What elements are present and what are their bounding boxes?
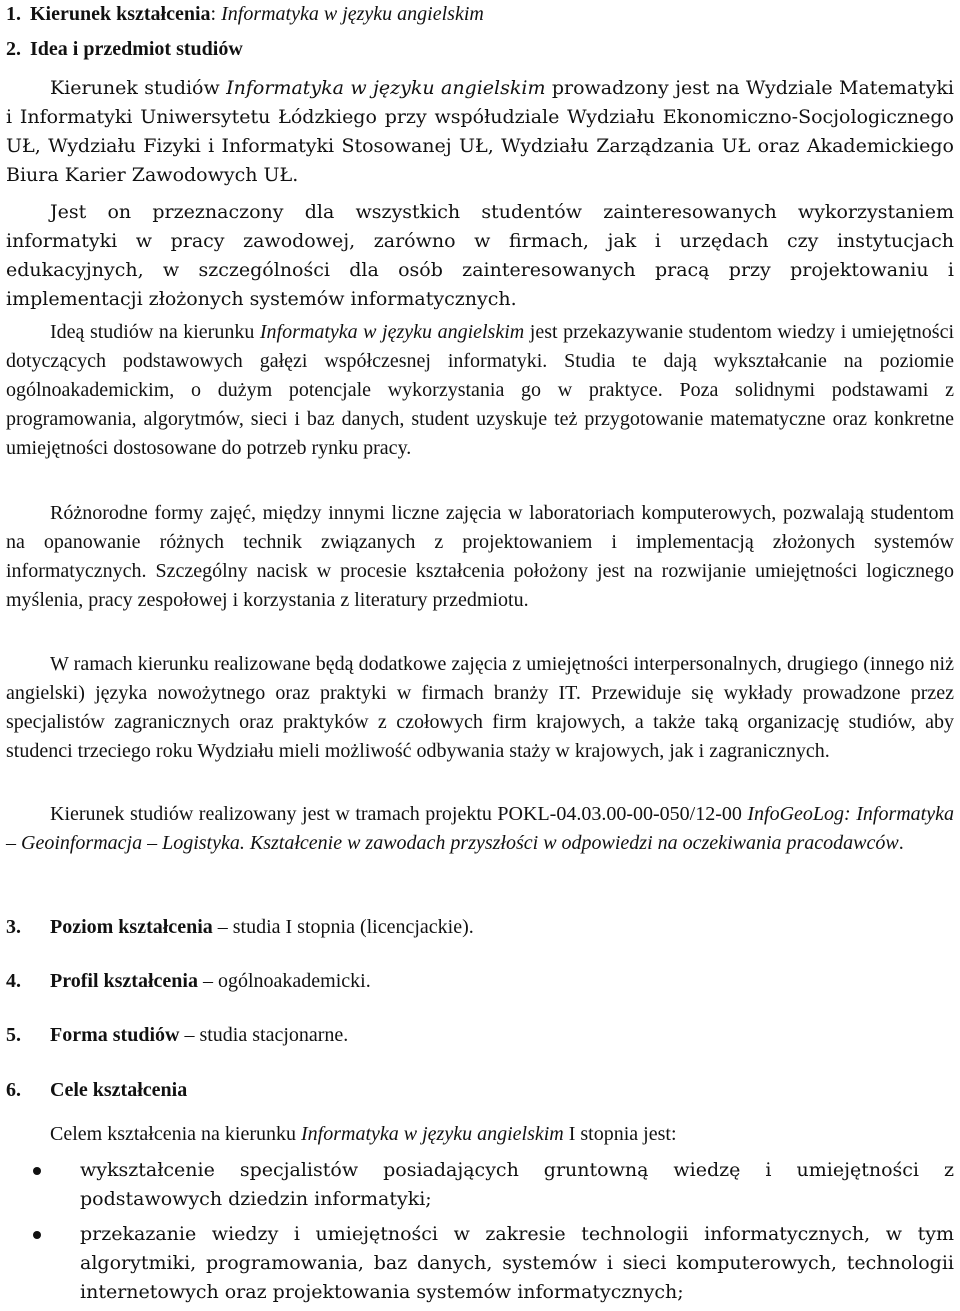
section-6-intro: Celem kształcenia na kierunku Informatyka w języku angielskim I stopnia jest: (50, 1123, 677, 1145)
section-colon: : (210, 3, 222, 25)
section-number: 4. (6, 970, 21, 992)
section-label: Idea i przedmiot studiów (30, 38, 243, 60)
section-value: – ogólnoakademicki. (197, 970, 371, 992)
paragraph-additional-classes: W ramach kierunku realizowane będą dodatkowe zajęcia z umiejętności interpersonalnych, drugiego (innego niż angielski) języka nowożytnego oraz praktyki w firmach branży IT. Przewiduje się wykłady prowadzone przez specjalistów zagranicznych oraz praktyków z czołowych firm krajowych, a także taką organizację studiów, aby studenci trzeciego roku Wydziału mieli możliwość odbywania staży w krajowych, jak i zagranicznych. (6, 653, 954, 762)
paragraph-program-intro: Kierunek studiów Informatyka w języku angielskim prowadzony jest na Wydziale Matematyki i Informatyki Uniwersytetu Łódzkiego przy współudziale Wydziału Ekonomiczno-Socjologicznego UŁ, Wydziału Fizyki i Informatyki Stosowanej UŁ, Wydziału Zarządzania UŁ oraz Akademickiego Biura Karier Zawodowych UŁ. (6, 77, 954, 186)
bullet-icon (33, 1167, 41, 1175)
paragraph-class-forms: Różnorodne formy zajęć, między innymi liczne zajęcia w laboratoriach komputerowych, pozwalają studentom na opanowanie różnych technik związanych z projektowaniem i implementacją złożonych systemów informatycznych. Szczególny nacisk w procesie kształcenia położony jest na rozwijanie umiejętności logicznego myślenia, pracy zespołowej i korzystania z literatury przedmiotu. (6, 502, 954, 611)
section-6-heading (6, 1076, 954, 1105)
bullet-icon (33, 1231, 41, 1239)
section-value: – studia I stopnia (licencjackie). (212, 916, 474, 938)
section-number: 3. (6, 916, 21, 938)
program-name: Informatyka w języku angielskim (221, 3, 484, 25)
list-item: wykształcenie specjalistów posiadających gruntowną wiedzę i umiejętności z podstawowych dziedzin informatyki; (6, 1156, 954, 1214)
section-4-heading (6, 967, 954, 996)
section-label: Forma studiów (50, 1024, 180, 1046)
paragraph-target-audience: Jest on przeznaczony dla wszystkich studentów zainteresowanych wykorzystaniem informatyki w pracy zawodowej, zarówno w firmach, jak i urzędach czy instytucjach edukacyjnych, w szczególności dla osób zainteresowanych pracą przy projektowaniu i implementacji złożonych systemów informatycznych. (6, 201, 954, 310)
paragraph-project: Kierunek studiów realizowany jest w tramach projektu POKL-04.03.00-00-050/12-00 InfoGeoLog: Informatyka – Geoinformacja – Logistyka. Kształcenie w zawodach przyszłości w odpowiedzi na oczekiwania pracodawców. (6, 803, 954, 854)
section-3-heading (6, 913, 954, 942)
section-5-heading (6, 1021, 954, 1050)
section-label: Kierunek kształcenia (30, 3, 211, 25)
section-label: Cele kształcenia (50, 1079, 188, 1101)
section-value: – studia stacjonarne. (179, 1024, 349, 1046)
section-number: 6. (6, 1079, 21, 1101)
section-1-heading (6, 0, 954, 29)
section-label: Profil kształcenia (50, 970, 198, 992)
list-item: przekazanie wiedzy i umiejętności w zakresie technologii informatycznych, w tym algorytmiki, programowania, baz danych, systemów i sieci komputerowych, technologii internetowych oraz projektowania systemów informatycznych; (6, 1220, 954, 1307)
section-label: Poziom kształcenia (50, 916, 213, 938)
section-number: 2. (6, 38, 21, 60)
section-number: 5. (6, 1024, 21, 1046)
paragraph-study-idea: Ideą studiów na kierunku Informatyka w języku angielskim jest przekazywanie studentom wiedzy i umiejętności dotyczących podstawowych gałęzi współczesnej informatyki. Studia te dają wykształcanie na poziomie ogólnoakademickim, o dużym potencjale wykorzystania go w praktyce. Poza solidnymi podstawami z programowania, algorytmów, sieci i baz danych, student uzyskuje też przygotowanie matematyczne oraz konkretne umiejętności dostosowane do potrzeb rynku pracy. (6, 321, 954, 459)
section-2-heading (6, 35, 954, 64)
section-number: 1. (6, 3, 21, 25)
